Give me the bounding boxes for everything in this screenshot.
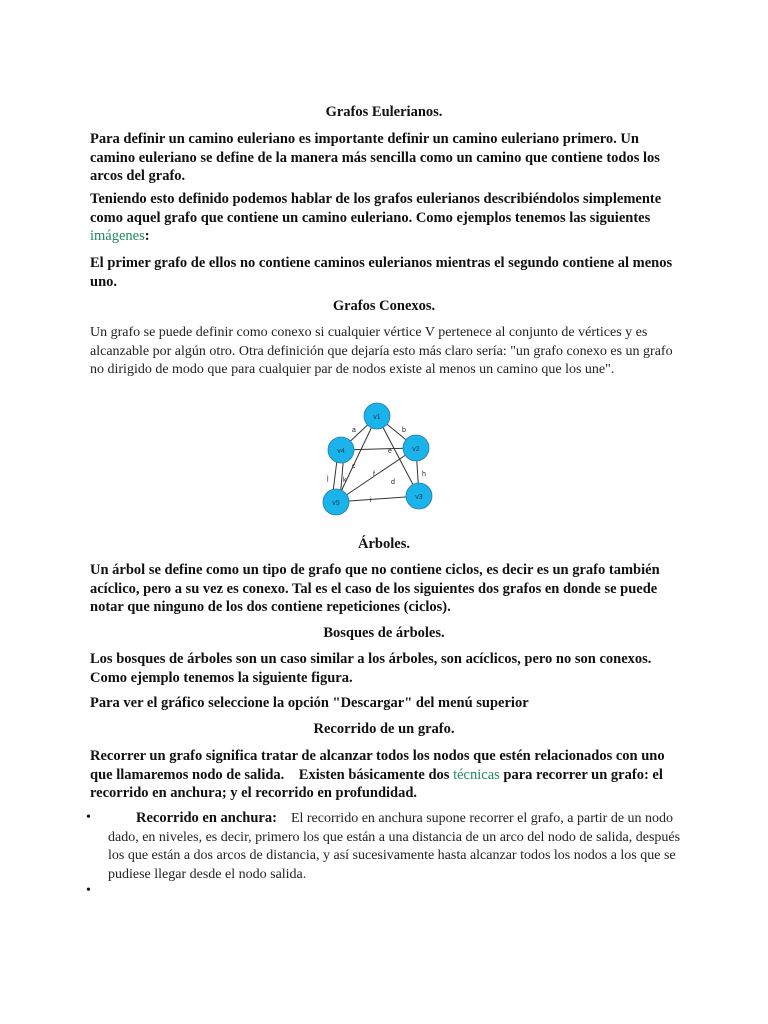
paragraph-conexos: Un grafo se puede definir como conexo si cualquier vértice V pertenece al conjunto de vértices y es alcanzable por algún otro. Otra definición que dejaría esto más claro sería: "un grafo conexo es un grafo no dirigido de modo que para cualquier par de nodos existe al menos un camino que los une". [90, 325, 673, 377]
edge-label-f: f [373, 471, 375, 478]
edge-label-i: i [370, 497, 372, 504]
recorrido-text-end: para recorrer un grafo: el recorrido en anchura; y el recorrido en profundidad. [90, 766, 667, 801]
edge-label-c: c [352, 463, 356, 470]
heading-recorrido: Recorrido de un grafo. [313, 721, 455, 737]
euler-2-colon: : [144, 228, 150, 244]
paragraph-euler-3: El primer grafo de ellos no contiene caminos eulerianos mientras el segundo contiene al menos uno. [90, 255, 673, 290]
list-item-label: Recorrido en anchura: [136, 810, 277, 826]
heading-grafos-conexos: Grafos Conexos. [332, 298, 436, 314]
bullet-1: • [86, 810, 91, 825]
edge-label-d: d [391, 479, 395, 486]
link-tecnicas[interactable]: técnicas [453, 766, 500, 783]
euler-2-text: Teniendo esto definido podemos hablar de los grafos eulerianos describiéndolos simplemente como aquel grafo que contiene un camino euleriano. Como ejemplos tenemos las siguientes [90, 191, 662, 226]
node-label-v4: v4 [337, 448, 345, 455]
edge-label-h: h [422, 471, 426, 478]
paragraph-bosques: Los bosques de árboles son un caso similar a los árboles, son acíclicos, pero no son conexos. Como ejemplo tenemos la siguiente figura. [90, 651, 652, 686]
paragraph-euler-1: Para definir un camino euleriano es importante definir un camino euleriano primero. Un camino euleriano se define de la manera más sencilla como un camino que contiene todos los arcos del grafo. [90, 131, 660, 184]
list-item-anchura [108, 809, 688, 884]
bullet-2: • [86, 883, 91, 898]
graph-diagram [316, 400, 466, 522]
node-label-v3: v3 [415, 494, 423, 501]
heading-arboles: Árboles. [358, 536, 410, 552]
heading-grafos-eulerianos: Grafos Eulerianos. [325, 104, 443, 120]
edge-label-e: e [388, 448, 392, 455]
edge-label-j: j [327, 475, 329, 482]
paragraph-arboles: Un árbol se define como un tipo de grafo que no contiene ciclos, es decir es un grafo también acíclico, pero a su vez es conexo. Tal es el caso de los siguientes dos grafos en donde se puede notar que ninguno de los dos contiene repeticiones (ciclos). [90, 562, 660, 615]
node-label-v1: v1 [373, 414, 381, 421]
list-item-text: El recorrido en anchura supone recorrer el grafo, a partir de un nodo dado, en niveles, es decir, primero los que están a una distancia de un arco del nodo de salida, después los que están a dos arcos de distancia, y así sucesivamente hasta alcanzar todos los nodos a los que se pudiese llegar desde el nodo salida. [108, 811, 681, 882]
paragraph-euler-2 [90, 190, 680, 246]
node-label-v2: v2 [412, 446, 420, 453]
recorrido-text: Recorrer un grafo significa tratar de alcanzar todos los nodos que estén relacionados con uno que llamaremos nodo de salida. Existen básicamente dos [90, 748, 669, 783]
node-label-v5: v5 [332, 500, 340, 507]
heading-bosques: Bosques de árboles. [323, 625, 445, 641]
paragraph-descargar: Para ver el gráfico seleccione la opción "Descargar" del menú superior [90, 695, 529, 711]
edge-label-b: b [402, 427, 406, 434]
edge-label-a: a [352, 427, 356, 434]
link-imagenes[interactable]: imágenes [90, 228, 145, 244]
paragraph-recorrido [90, 747, 680, 803]
edge-label-k: k [343, 477, 347, 484]
